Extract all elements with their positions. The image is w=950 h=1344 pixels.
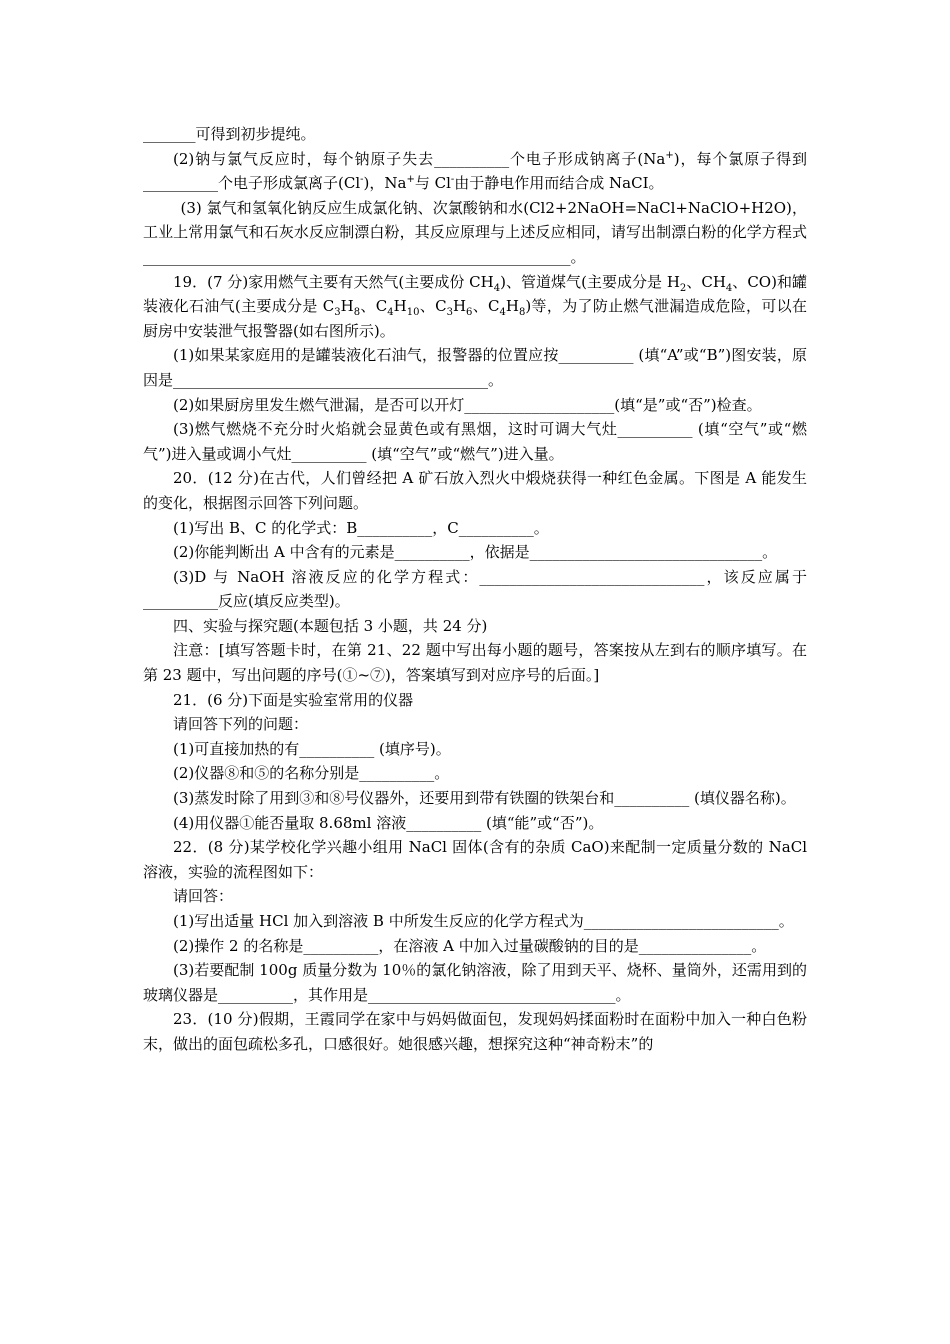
paragraph-22: (2)操作 2 的名称是__________，在溶液 A 中加入过量碳酸钠的目的是_______________。 — [173, 936, 767, 955]
paragraph-21: (1)写出适量 HCl 加入到溶液 B 中所发生反应的化学方程式为__________________________。 — [173, 912, 794, 930]
paragraph-8: (1)写出 B、C 的化学式：B__________，C__________。 — [173, 518, 549, 537]
paragraph-14: 请回答下列的问题： — [173, 715, 309, 734]
paragraph-11: 四、实验与探究题(本题包括 3 小题，共 24 分) — [173, 616, 488, 635]
paragraph-0: _______可得到初步提纯。 — [143, 125, 316, 143]
paragraph-12: 注意：[填写答题卡时，在第 21、22 题中写出每小题的题号，答案按从左到右的顺序填写。在第 23 题中，写出问题的序号(①~⑦)，答案填写到对应序号的后面。] — [143, 641, 807, 685]
paragraph-20: 请回答： — [173, 887, 234, 906]
paragraph-4: (1)如果某家庭用的是罐装液化石油气，报警器的位置应按__________ (填“A”或“B”)图安装，原因是__________________________________________。 — [143, 346, 807, 389]
paragraph-13: 21．(6 分)下面是实验室常用的仪器 — [173, 690, 414, 709]
paragraph-24: 23．(10 分)假期，王霞同学在家中与妈妈做面包，发现妈妈揉面粉时在面粉中加入一种白色粉末，做出的面包疏松多孔，口感很好。她很感兴趣，想探究这种“神奇粉末”的 — [143, 1010, 807, 1053]
paragraph-6: (3)燃气燃烧不充分时火焰就会显黄色或有黑烟，这时可调大气灶__________ (填“空气”或“燃气”)进入量或调小气灶__________ (填“空气”或“燃气”)进入量。 — [143, 420, 807, 463]
paragraph-10: (3)D 与 NaOH 溶液反应的化学方程式：______________________________，该反应属于__________反应(填反应类型)。 — [143, 567, 807, 611]
paragraph-5: (2)如果厨房里发生燃气泄漏，是否可以开灯____________________(填“是”或“否”)检查。 — [173, 395, 762, 414]
paragraph-15: (1)可直接加热的有__________ (填序号)。 — [173, 739, 451, 758]
paragraph-23: (3)若要配制 100g 质量分数为 10％的氯化钠溶液，除了用到天平、烧杯、量筒外，还需用到的玻璃仪器是__________，其作用是_________________________________。 — [143, 961, 807, 1004]
document-page — [143, 122, 807, 1057]
paragraph-1: (2)钠与氯气反应时，每个钠原子失去__________个电子形成钠离子(Na+)，每个氯原子得到__________个电子形成氯离子(Cl-)，Na+与 Cl-由于静电作用而结合成 NaCI。 — [143, 149, 808, 193]
paragraph-7: 20．(12 分)在古代，人们曾经把 A 矿石放入烈火中煅烧获得一种红色金属。下图是 A 能发生的变化，根据图示回答下列问题。 — [143, 469, 807, 512]
paragraph-19: 22．(8 分)某学校化学兴趣小组用 NaCl 固体(含有的杂质 CaO)来配制一定质量分数的 NaCl 溶液，实验的流程图如下： — [143, 838, 807, 881]
paragraph-9: (2)你能判断出 A 中含有的元素是__________，依据是_______________________________。 — [173, 543, 778, 562]
paragraph-3: 19．(7 分)家用燃气主要有天然气(主要成份 $CH_4$)、管道煤气(主要成分是 $H_2$、$CH_4$、CO)和罐装液化石油气(主要成分是 $C_3H_8$、$C_4H_{10}$、$C_3H_6$、$C_4H_8$)等，为了防止燃气泄漏造成危险，可以在厨房中安装泄气报警器(如右图所示)。 — [143, 272, 807, 340]
paragraph-18: (4)用仪器①能否量取 8.68ml 溶液__________ (填“能”或“否”)。 — [173, 813, 604, 832]
paragraph-17: (3)蒸发时除了用到③和⑧号仪器外，还要用到带有铁圈的铁架台和__________ (填仪器名称)。 — [173, 789, 796, 808]
paragraph-2: (3) 氯气和氢氧化钠反应生成氯化钠、次氯酸钠和水(Cl2+2NaOH=NaCl+NaClO+H2O)，工业上常用氯气和石灰水反应制漂白粉，其反应原理与上述反应相同，请写出制漂白粉的化学方程式_________________________________________________________。 — [143, 198, 807, 266]
paragraph-16: (2)仪器⑧和⑤的名称分别是__________。 — [173, 764, 450, 783]
